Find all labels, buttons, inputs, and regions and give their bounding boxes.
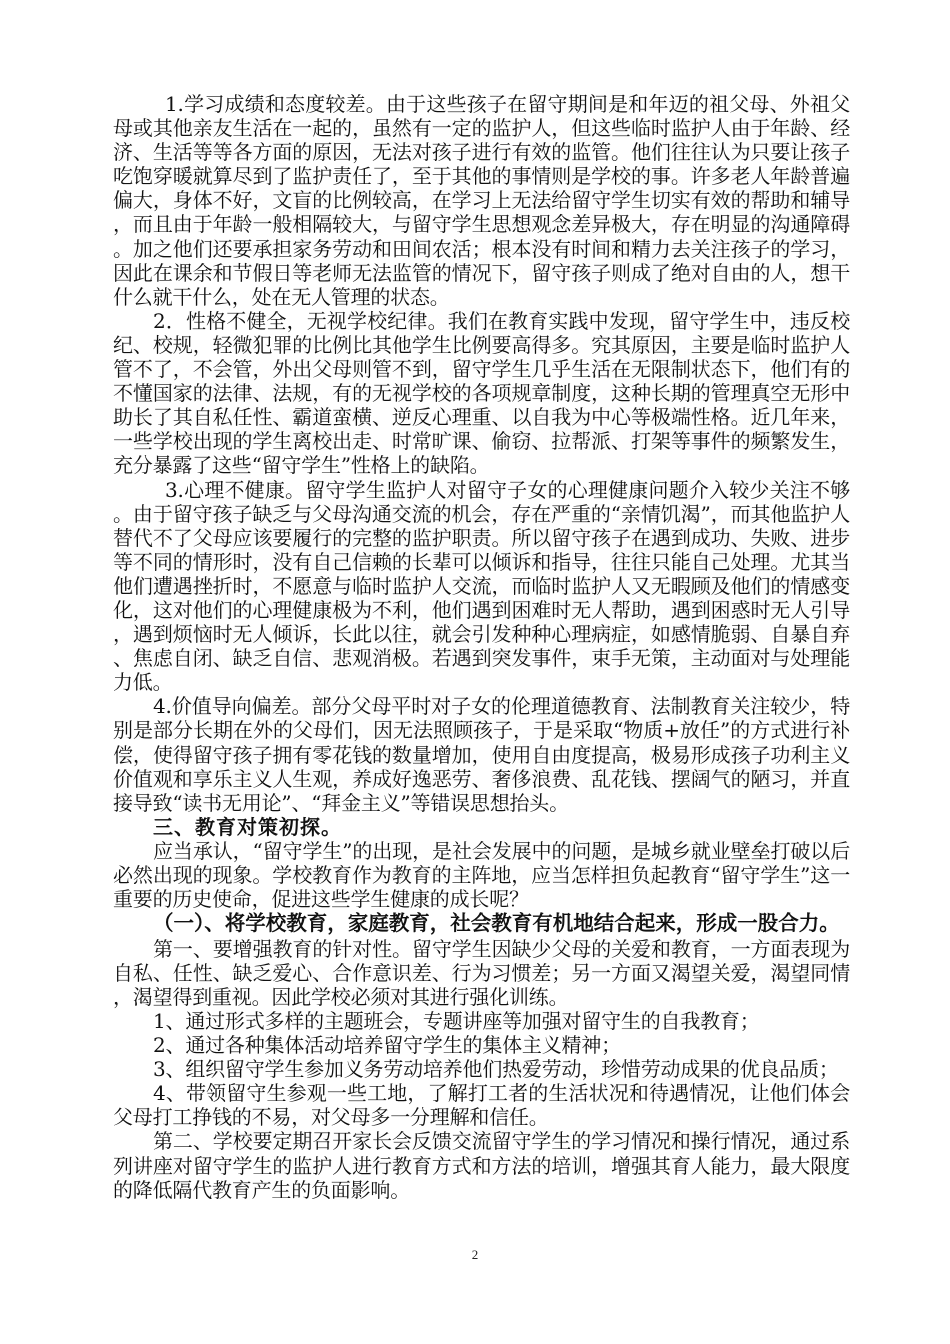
paragraph-strategies-intro: 应当承认，“留守学生”的出现，是社会发展中的问题，是城乡就业壁垒打破以后必然出现的现象。学校教育作为教育的主阵地，应当怎样担负起教育“留守学生”这一重要的历史使命，促进这些学生健康的成长呢？: [113, 838, 850, 912]
paragraph-personality: 2．性格不健全，无视学校纪律。我们在教育实践中发现，留守学生中，违反校纪、校规，轻微犯罪的比例比其他学生比例要高得多。究其原因，主要是临时监护人管不了，不会管，外出父母则管不到，留守学生几乎生活在无限制状态下，他们有的不懂国家的法律、法规，有的无视学校的各项规章制度，这种长期的管理真空无形中助长了其自私任性、霸道蛮横、逆反心理重、以自我为中心等极端性格。近几年来，一些学校出现的学生离校出走、时常旷课、偷窃、拉帮派、打架等事件的频繁发生，充分暴露了这些“留守学生”性格上的缺陷。: [113, 308, 850, 478]
list-item-1: 1、通过形式多样的主题班会，专题讲座等加强对留守生的自我教育；: [153, 1008, 760, 1033]
paragraph-targeted-education: 第一、要增强教育的针对性。留守学生因缺少父母的关爱和教育，一方面表现为自私、任性、缺乏爱心、合作意识差、行为习惯差；另一方面又渴望关爱，渴望同情，渴望得到重视。因此学校必须对其进行强化训练。: [113, 936, 850, 1009]
section-heading-strategies: 三、教育对策初探。: [153, 814, 342, 839]
document-body: [113, 92, 850, 1202]
subheading-combined-education: （一）、将学校教育，家庭教育，社会教育有机地结合起来，形成一股合力。: [153, 911, 840, 936]
page-number: 2: [471, 1247, 479, 1262]
paragraph-parent-meetings: 第二、学校要定期召开家长会反馈交流留守学生的学习情况和操行情况，通过系列讲座对留守学生的监护人进行教育方式和方法的培训，增强其育人能力，最大限度的降低隔代教育产生的负面影响。: [113, 1129, 850, 1202]
list-item-3: 3、组织留守学生参加义务劳动培养他们热爱劳动，珍惜劳动成果的优良品质；: [153, 1057, 839, 1082]
paragraph-value-orientation: 4.价值导向偏差。部分父母平时对子女的伦理道德教育、法制教育关注较少，特别是部分长期在外的父母们，因无法照顾孩子，于是采取“物质+放任”的方式进行补偿，使得留守孩子拥有零花钱的数量增加，使用自由度提高，极易形成孩子功利主义价值观和享乐主义人生观，养成好逸恶劳、奢侈浪费、乱花钱、摆阔气的陋习，并直接导致“读书无用论”、“拜金主义”等错误思想抬头。: [113, 694, 850, 815]
list-item-2: 2、通过各种集体活动培养留守学生的集体主义精神；: [153, 1033, 621, 1058]
list-item-4: 4、带领留守生参观一些工地，了解打工者的生活状况和待遇情况，让他们体会父母打工挣钱的不易，对父母多一分理解和信任。: [113, 1081, 850, 1130]
paragraph-mental-health: 3.心理不健康。留守学生监护人对留守子女的心理健康问题介入较少关注不够。由于留守孩子缺乏与父母沟通交流的机会，存在严重的“亲情饥渴”，而其他监护人替代不了父母应该要履行的完整的监护职责。所以留守孩子在遇到成功、失败、进步等不同的情形时，没有自己信赖的长辈可以倾诉和指导，往往只能自己处理。尤其当他们遭遇挫折时，不愿意与临时监护人交流，而临时监护人又无暇顾及他们的情感变化，这对他们的心理健康极为不利，他们遇到困难时无人帮助，遇到困惑时无人引导，遇到烦恼时无人倾诉，长此以往，就会引发种种心理病症，如感情脆弱、自暴自弃、焦虑自闭、缺乏自信、悲观消极。若遇到突发事件，束手无策，主动面对与处理能力低。: [113, 477, 850, 695]
paragraph-academic-performance: 1.学习成绩和态度较差。由于这些孩子在留守期间是和年迈的祖父母、外祖父母或其他亲友生活在一起的，虽然有一定的监护人，但这些临时监护人由于年龄、经济、生活等等各方面的原因，无法对孩子进行有效的监管。他们往往认为只要让孩子吃饱穿暖就算尽到了监护责任了，至于其他的事情则是学校的事。许多老人年龄普遍偏大，身体不好，文盲的比例较高，在学习上无法给留守学生切实有效的帮助和辅导，而且由于年龄一般相隔较大，与留守学生思想观念差异极大，存在明显的沟通障碍。加之他们还要承担家务劳动和田间农活；根本没有时间和精力去关注孩子的学习，因此在课余和节假日等老师无法监管的情况下，留守孩子则成了绝对自由的人，想干什么就干什么，处在无人管理的状态。: [113, 92, 850, 309]
